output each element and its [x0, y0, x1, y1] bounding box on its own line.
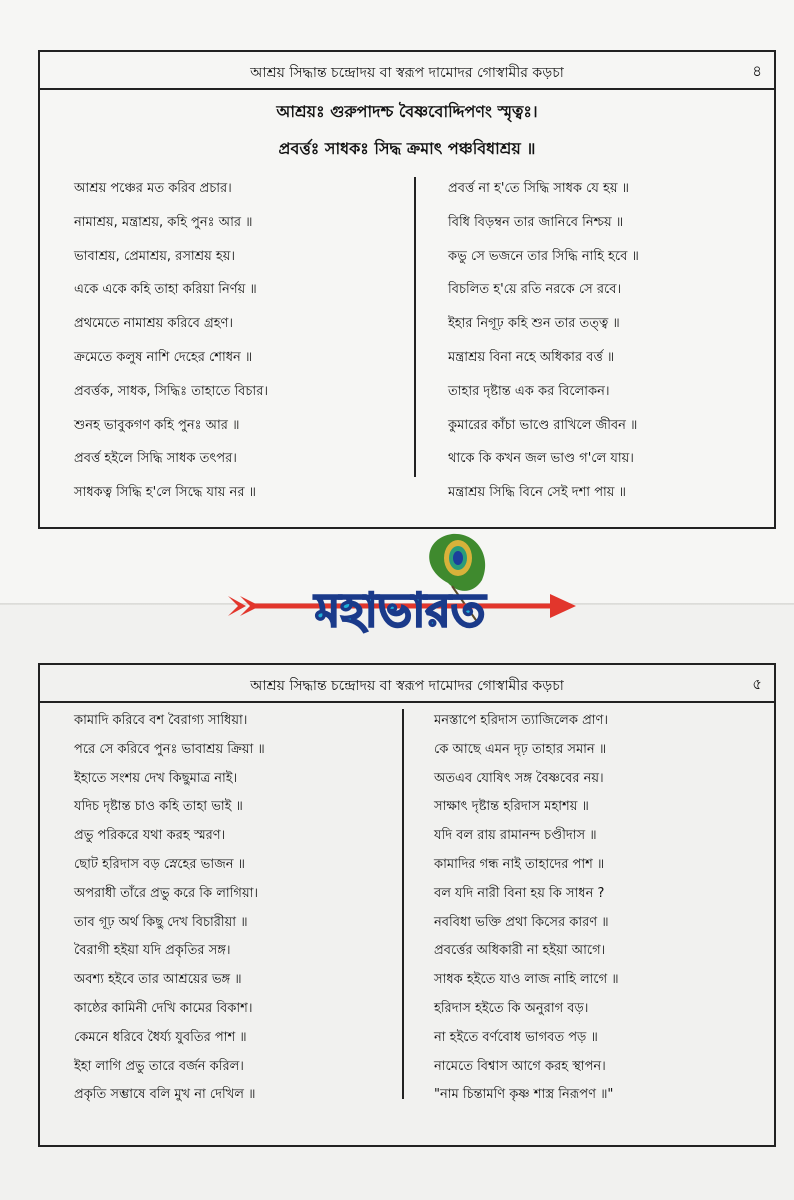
- verse-line: নামাশ্রয়, মন্ত্রাশ্রয়, কহি পুনঃ আর ॥: [74, 214, 253, 230]
- verse-line: হরিদাস হইতে কি অনুরাগ বড়।: [434, 1000, 589, 1016]
- header-title: আশ্রয় সিদ্ধান্ত চন্দ্রোদয় বা স্বরূপ দামোদর গোস্বামীর কড়চা: [250, 65, 564, 81]
- verse-line: অতএব যোষিৎ সঙ্গ বৈষ্ণবের নয়।: [434, 770, 604, 786]
- verse-line: কভু সে ভজনে তার সিদ্ধি নাহি হবে ॥: [448, 248, 639, 264]
- verse-line: অবশ্য হইবে তার আশ্রয়ের ভঙ্গ ॥: [74, 972, 242, 988]
- page-frame: [38, 663, 776, 1147]
- verse-line: ইহার নিগূঢ় কহি শুন তার তত্ত্ব ॥: [448, 316, 620, 332]
- verse-line: প্রকৃতি সম্ভাষে বলি মুখ না দেখিল ॥: [74, 1087, 256, 1103]
- verse-column-left: [74, 179, 268, 517]
- page-number: ৪: [752, 62, 762, 80]
- verse-line: মন্ত্রাশ্রয় সিদ্ধি বিনে সেই দশা পায় ॥: [448, 485, 626, 501]
- verse-line: কুমারের কাঁচা ভাণ্ডে রাখিলে জীবন ॥: [448, 417, 638, 433]
- running-header: [40, 52, 774, 90]
- verse-line: প্রবর্ত্ত না হ'তে সিদ্ধি সাধক যে হয় ॥: [448, 181, 630, 196]
- mahabharat-logo: [220, 528, 580, 653]
- page-5: [0, 605, 794, 1200]
- verse-line: বিধি বিড়ম্বন তার জানিবে নিশ্চয় ॥: [448, 214, 624, 230]
- verse-line: মনস্তাপে হরিদাস ত্যাজিলেক প্রাণ।: [434, 713, 609, 728]
- verse-line: একে একে কহি তাহা করিয়া নির্ণয় ॥: [74, 282, 257, 298]
- verse-line: তাহার দৃষ্টান্ত এক কর বিলোকন।: [448, 383, 610, 399]
- verse-line: অপরাধী তাঁরে প্রভু করে কি লাগিয়া।: [74, 885, 259, 901]
- verse-line: প্রবর্ত্তের অধিকারী না হইয়া আগে।: [434, 943, 606, 959]
- running-header: [40, 665, 774, 703]
- verse-line: ইহা লাগি প্রভু তারে বর্জন করিল।: [74, 1058, 244, 1074]
- sloka-line-2: প্রবর্ত্তঃ সাধকঃ সিদ্ধ ক্রমাৎ পঞ্চবিধাশ্রয় ॥: [278, 139, 536, 158]
- verse-line: বল যদি নারী বিনা হয় কি সাধন ?: [434, 885, 605, 901]
- verse-line: প্রবর্ত্ত হইলে সিদ্ধি সাধক তৎপর।: [74, 451, 237, 467]
- verse-line: থাকে কি কখন জল ভাণ্ড গ'লে যায়।: [448, 451, 634, 467]
- verse-line: ছোট হরিদাস বড় স্নেহের ভাজন ॥: [74, 856, 245, 872]
- column-divider: [414, 177, 416, 477]
- verse-line: সাধকত্ব সিদ্ধি হ'লে সিদ্ধে যায় নর ॥: [74, 485, 256, 501]
- verse-line: সাধক হইতে যাও লাজ নাহি লাগে ॥: [434, 972, 619, 988]
- verse-line: কামাদি করিবে বশ বৈরাগ্য সাধিয়া।: [74, 713, 248, 728]
- page-frame: [38, 50, 776, 529]
- verse-line: যদি বল রায় রামানন্দ চণ্ডীদাস ॥: [434, 828, 597, 844]
- verse-line: বৈরাগী হইয়া যদি প্রকৃতির সঙ্গ।: [74, 943, 231, 959]
- verse-column-right: [448, 179, 639, 517]
- verse-line: ক্রমেতে কলুষ নাশি দেহের শোধন ॥: [74, 349, 253, 365]
- verse-line: কেমনে ধরিবে ধৈর্য্য যুবতির পাশ ॥: [74, 1029, 247, 1045]
- verse-line: নামেতে বিশ্বাস আগে করহ স্থাপন।: [434, 1058, 606, 1074]
- header-title: আশ্রয় সিদ্ধান্ত চন্দ্রোদয় বা স্বরূপ দামোদর গোস্বামীর কড়চা: [250, 678, 564, 694]
- verse-line: ভাবাশ্রয়, প্রেমাশ্রয়, রসাশ্রয় হয়।: [74, 248, 236, 264]
- verse-column-right: [434, 711, 619, 1114]
- sloka-line-1: আশ্রয়ঃ গুরুপাদশ্চ বৈষ্ণবোদ্দিপণং স্মৃত্বঃ।: [276, 102, 538, 121]
- verse-line: সাক্ষাৎ দৃষ্টান্ত হরিদাস মহাশয় ॥: [434, 799, 589, 815]
- verse-line: আশ্রয় পঞ্চের মত করিব প্রচার।: [74, 181, 232, 196]
- logo-text: মহাভারত: [314, 583, 486, 637]
- verse-line: তাব গূঢ় অর্থ কিছু দেখ বিচারীয়া ॥: [74, 914, 248, 930]
- verse-line: কামাদির গন্ধ নাই তাহাদের পাশ ॥: [434, 856, 605, 872]
- verse-line: কাষ্ঠের কামিনী দেখি কামের বিকাশ।: [74, 1000, 253, 1016]
- verse-line: পরে সে করিবে পুনঃ ভাবাশ্রয় ক্রিয়া ॥: [74, 741, 265, 757]
- page-number: ৫: [752, 675, 762, 693]
- verse-line: না হইতে বর্ণবোধ ভাগবত পড় ॥: [434, 1029, 598, 1045]
- verse-line: প্রভু পরিকরে যথা করহ স্মরণ।: [74, 828, 226, 844]
- verse-line: নববিধা ভক্তি প্রথা কিসের কারণ ॥: [434, 914, 609, 930]
- verse-line: যদিচ দৃষ্টান্ত চাও কহি তাহা ভাই ॥: [74, 799, 243, 815]
- column-divider: [402, 709, 404, 1099]
- verse-line: মন্ত্রাশ্রয় বিনা নহে অধিকার বর্ত্ত ॥: [448, 349, 615, 365]
- verse-column-left: [74, 711, 265, 1114]
- verse-line: ইহাতে সংশয় দেখ কিছুমাত্র নাই।: [74, 770, 238, 786]
- verse-line: শুনহ ভাবুকগণ কহি পুনঃ আর ॥: [74, 417, 240, 433]
- verse-line: বিচলিত হ'য়ে রতি নরকে সে রবে।: [448, 282, 622, 298]
- verse-line: প্রথমেতে নামাশ্রয় করিবে গ্রহণ।: [74, 316, 234, 332]
- logo-graphic: [220, 528, 580, 653]
- verse-line: "নাম চিন্তামণি কৃষ্ণ শাস্ত্র নিরূপণ ॥": [434, 1087, 614, 1103]
- verse-line: কে আছে এমন দৃঢ় তাহার সমান ॥: [434, 741, 607, 757]
- verse-line: প্রবর্ত্তক, সাধক, সিদ্ধিঃ তাহাতে বিচার।: [74, 383, 268, 399]
